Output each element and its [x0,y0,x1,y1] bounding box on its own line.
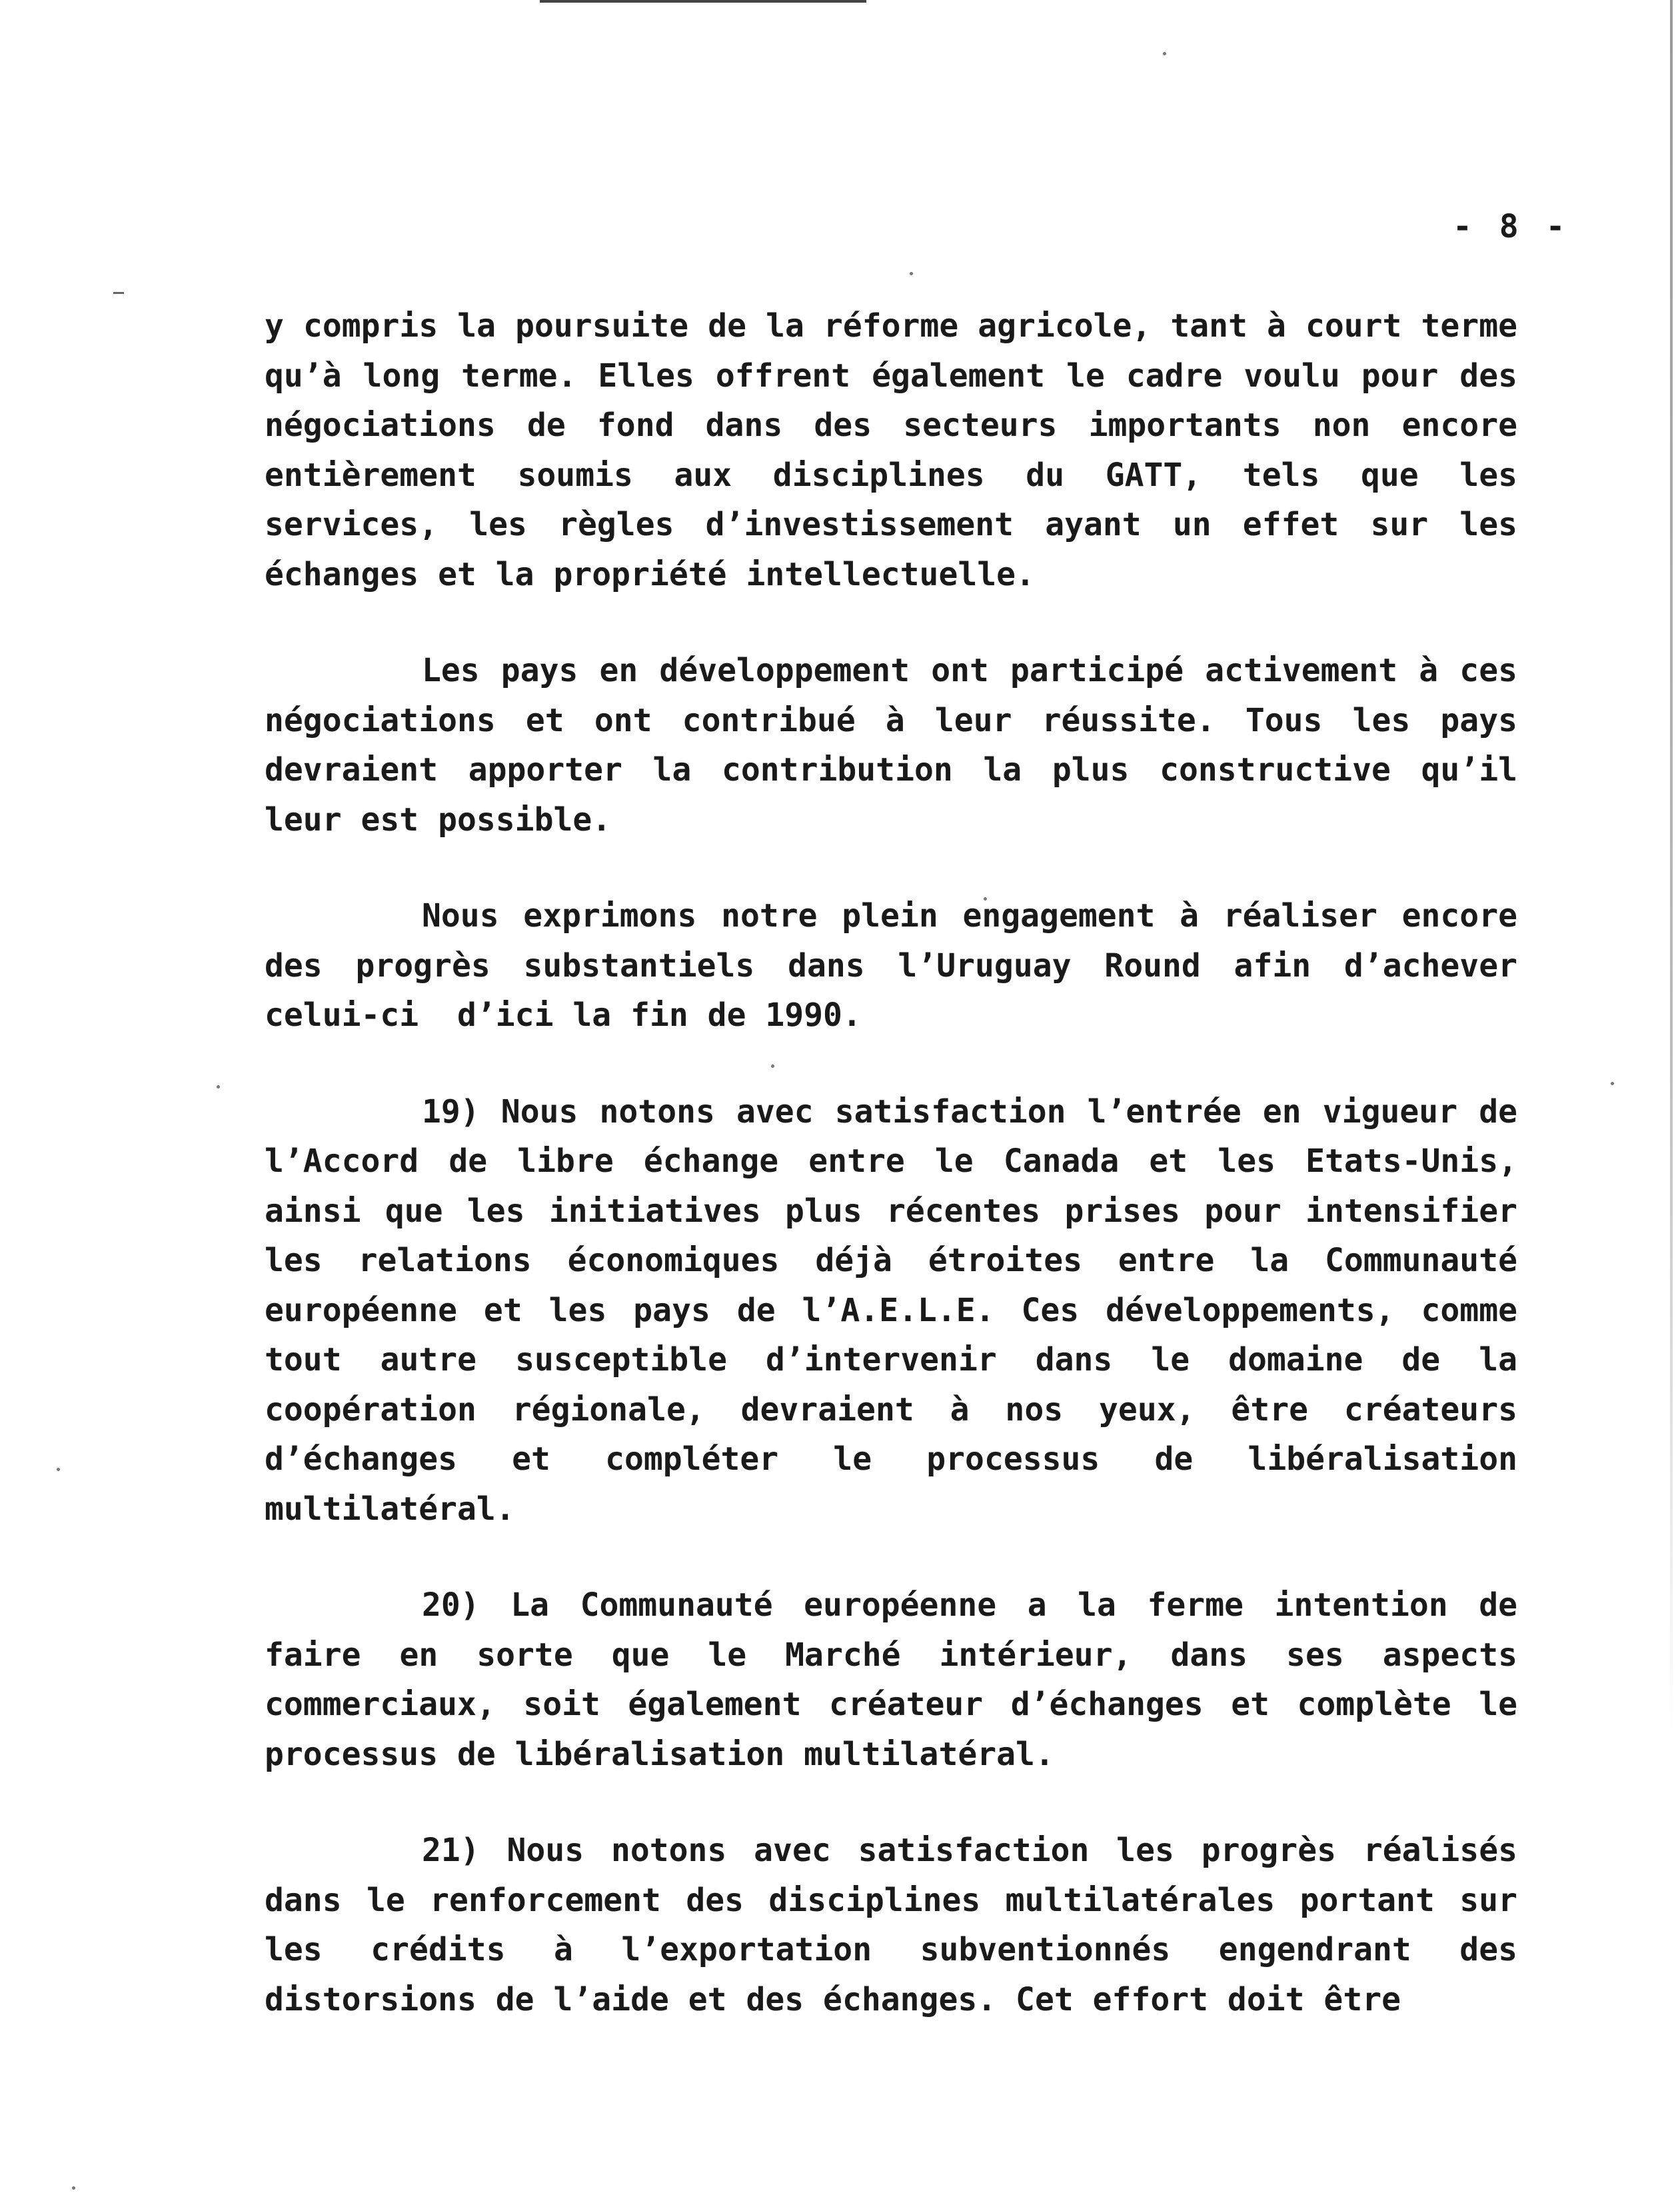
paragraph-21-export-credits: 21) Nous notons avec satisfaction les progrès réalisés dans le renforcement des disciplines multilatérales portant sur les crédits à l’exportation subventionnés engendrant des distorsions de l’aide et des échanges. Cet effort doit être [265,1832,1537,2018]
scan-margin-mark [113,292,124,294]
scan-speck [72,2186,75,2190]
scan-speck [57,1468,60,1471]
paragraph-20-internal-market: 20) La Communauté européenne a la ferme intention de faire en sorte que le Marché intérieur, dans ses aspects commerciaux, soit également créateur d’échanges et complète le processus de libéralisation multilatéral. [265,1586,1537,1773]
scan-speck [217,1085,220,1089]
scan-top-rule [540,0,866,3]
scan-speck [910,272,913,275]
body-text [265,301,1537,2024]
paragraph-19-free-trade: 19) Nous notons avec satisfaction l’entrée en vigueur de l’Accord de libre échange entre le Canada et les Etats-Unis, ainsi que les initiatives plus récentes prises pour intensifier les relations économiques déjà étroites entre la Communauté européenne et les pays de l’A.E.L.E. Ces développements, comme tout autre susceptible d’intervenir dans le domaine de la coopération régionale, devraient à nos yeux, être créateurs d’échanges et compléter le processus de libéralisation multilatéral. [265,1093,1537,1528]
paragraph-agricultural-reform: y compris la poursuite de la réforme agricole, tant à court terme qu’à long terme. Elles offrent également le cadre voulu pour des négociations de fond dans des secteurs importants non encore entièrement soumis aux disciplines du GATT, tels que les services, les règles d’investissement ayant un effet sur les échanges et la propriété intellectuelle. [265,307,1537,593]
page-number: - 8 - [1453,208,1569,245]
scan-speck [1163,52,1166,55]
paragraph-developing-countries: Les pays en développement ont participé activement à ces négociations et ont contribué à leur réussite. Tous les pays devraient apporter la contribution la plus constructive qu’il leur est possible. [265,652,1537,839]
paragraph-uruguay-round: Nous exprimons notre plein engagement à réaliser encore des progrès substantiels dans l’Uruguay Round afin d’achever celui-ci d’ici la fin de 1990. [265,897,1537,1034]
scan-right-edge [1670,0,1673,1733]
scan-speck [1611,1082,1614,1085]
